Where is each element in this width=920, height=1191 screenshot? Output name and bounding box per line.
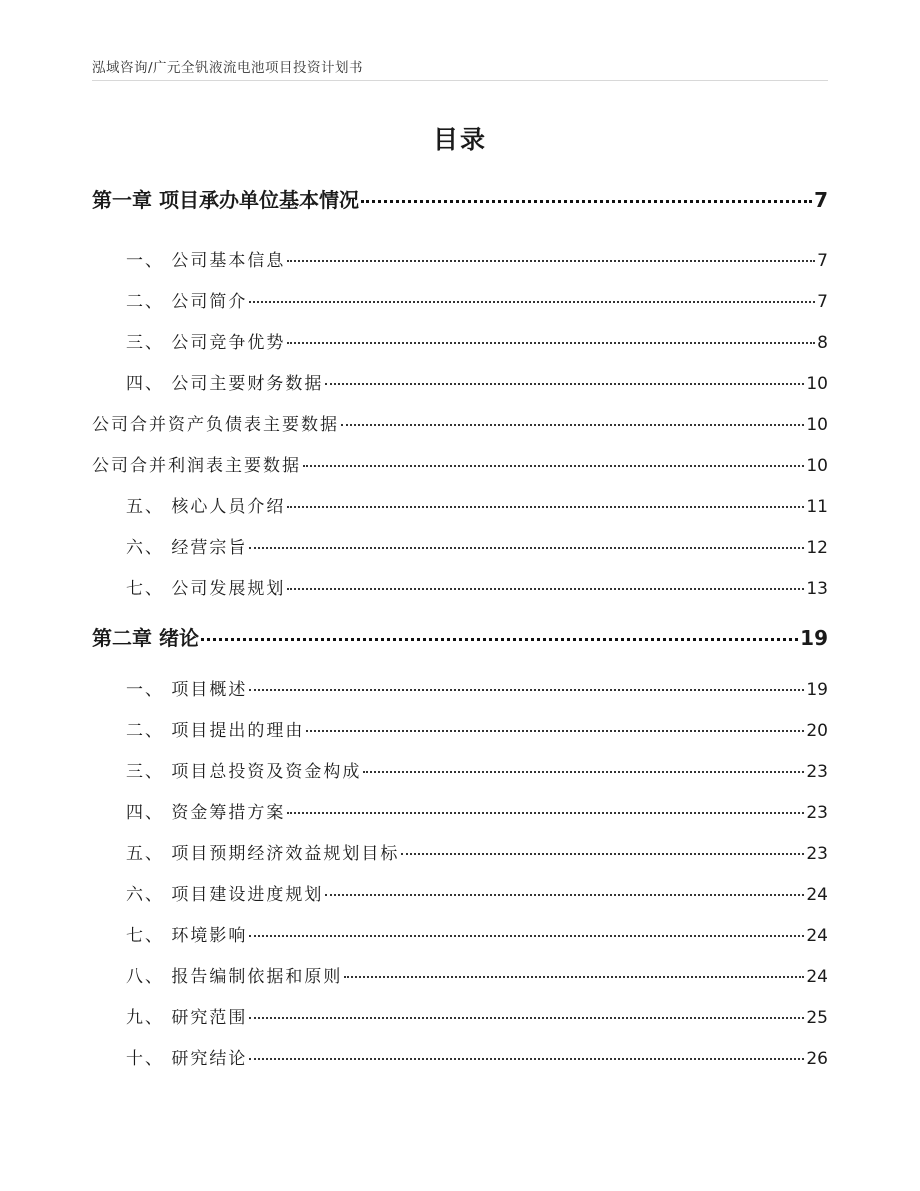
dot-leader [325,894,804,896]
toc-entry-label: 公司合并利润表主要数据 [92,456,301,476]
toc-entry-page-number: 26 [806,1049,828,1069]
toc-entry-page-number: 25 [806,1008,828,1028]
toc-entry-page-number: 10 [806,415,828,435]
toc-entry[interactable] [92,451,828,476]
toc-entry-label: 五、 项目预期经济效益规划目标 [126,844,400,864]
dot-leader [344,976,804,978]
toc-entry[interactable] [92,328,828,353]
toc-entry[interactable] [92,716,828,741]
toc-entry-label: 七、 公司发展规划 [126,579,286,599]
toc-entry[interactable] [92,839,828,864]
toc-entry-page-number: 24 [806,967,828,987]
toc-entry[interactable] [92,574,828,599]
dot-leader [287,812,804,814]
toc-entry-label: 六、 经营宗旨 [126,538,248,558]
toc-entry-page-number: 19 [800,626,828,650]
toc-entry[interactable] [92,492,828,517]
dot-leader [306,730,804,732]
toc-entry-page-number: 7 [817,292,828,312]
toc-title: 目录 [432,125,487,154]
dot-leader [303,465,804,467]
dot-leader [249,1017,804,1019]
toc-entry[interactable] [92,533,828,558]
dot-leader [325,383,804,385]
toc-entry-label: 八、 报告编制依据和原则 [126,967,343,987]
toc-entry-label: 第二章 绪论 [92,626,199,650]
toc-entry-page-number: 7 [817,251,828,271]
toc-entry-page-number: 23 [806,803,828,823]
toc-entry-label: 三、 公司竞争优势 [126,333,286,353]
toc-entry-page-number: 23 [806,762,828,782]
toc-entry-label: 二、 项目提出的理由 [126,721,305,741]
dot-leader [249,1058,804,1060]
toc-entry-label: 公司合并资产负债表主要数据 [92,415,339,435]
toc-entry[interactable] [92,622,828,651]
toc-entry-page-number: 8 [817,333,828,353]
dot-leader [341,424,804,426]
toc-entry[interactable] [92,921,828,946]
toc-entry[interactable] [92,798,828,823]
dot-leader [361,200,812,203]
toc-entry-page-number: 10 [806,374,828,394]
toc-entry-label: 四、 公司主要财务数据 [126,374,324,394]
toc-entry[interactable] [92,962,828,987]
toc-entry-label: 第一章 项目承办单位基本情况 [92,188,359,212]
toc-entry-page-number: 13 [806,579,828,599]
dot-leader [249,301,815,303]
dot-leader [363,771,804,773]
toc-entry[interactable] [92,184,828,213]
dot-leader [401,853,804,855]
toc-entry[interactable] [92,369,828,394]
toc-entry-label: 一、 公司基本信息 [126,251,286,271]
dot-leader [287,260,815,262]
toc-entry[interactable] [92,757,828,782]
toc-entry-label: 三、 项目总投资及资金构成 [126,762,362,782]
toc-entry-page-number: 12 [806,538,828,558]
toc-entry[interactable] [92,675,828,700]
toc-entry[interactable] [92,1044,828,1069]
toc-entry-label: 十、 研究结论 [126,1049,248,1069]
toc-entry-page-number: 20 [806,721,828,741]
dot-leader [287,342,815,344]
toc-entry[interactable] [92,410,828,435]
toc-entry-page-number: 24 [806,885,828,905]
toc-entry[interactable] [92,1003,828,1028]
dot-leader [287,588,804,590]
toc-entry-label: 六、 项目建设进度规划 [126,885,324,905]
dot-leader [249,935,804,937]
toc-entry-label: 四、 资金筹措方案 [126,803,286,823]
toc-entry[interactable] [92,246,828,271]
toc-entry-label: 七、 环境影响 [126,926,248,946]
dot-leader [249,689,804,691]
toc-entry-page-number: 23 [806,844,828,864]
dot-leader [249,547,804,549]
toc-entry-page-number: 7 [814,188,828,212]
dot-leader [287,506,804,508]
dot-leader [201,638,798,641]
toc-entry-label: 五、 核心人员介绍 [126,497,286,517]
toc-entry[interactable] [92,287,828,312]
toc-entry[interactable] [92,880,828,905]
toc-entry-page-number: 10 [806,456,828,476]
toc-entry-label: 二、 公司简介 [126,292,248,312]
toc-entry-page-number: 24 [806,926,828,946]
toc-entry-label: 一、 项目概述 [126,680,248,700]
toc-entry-page-number: 11 [806,497,828,517]
toc-entry-label: 九、 研究范围 [126,1008,248,1028]
running-header: 泓域咨询/广元全钒液流电池项目投资计划书 [92,60,364,76]
toc-entry-page-number: 19 [806,680,828,700]
header-divider [92,80,828,81]
